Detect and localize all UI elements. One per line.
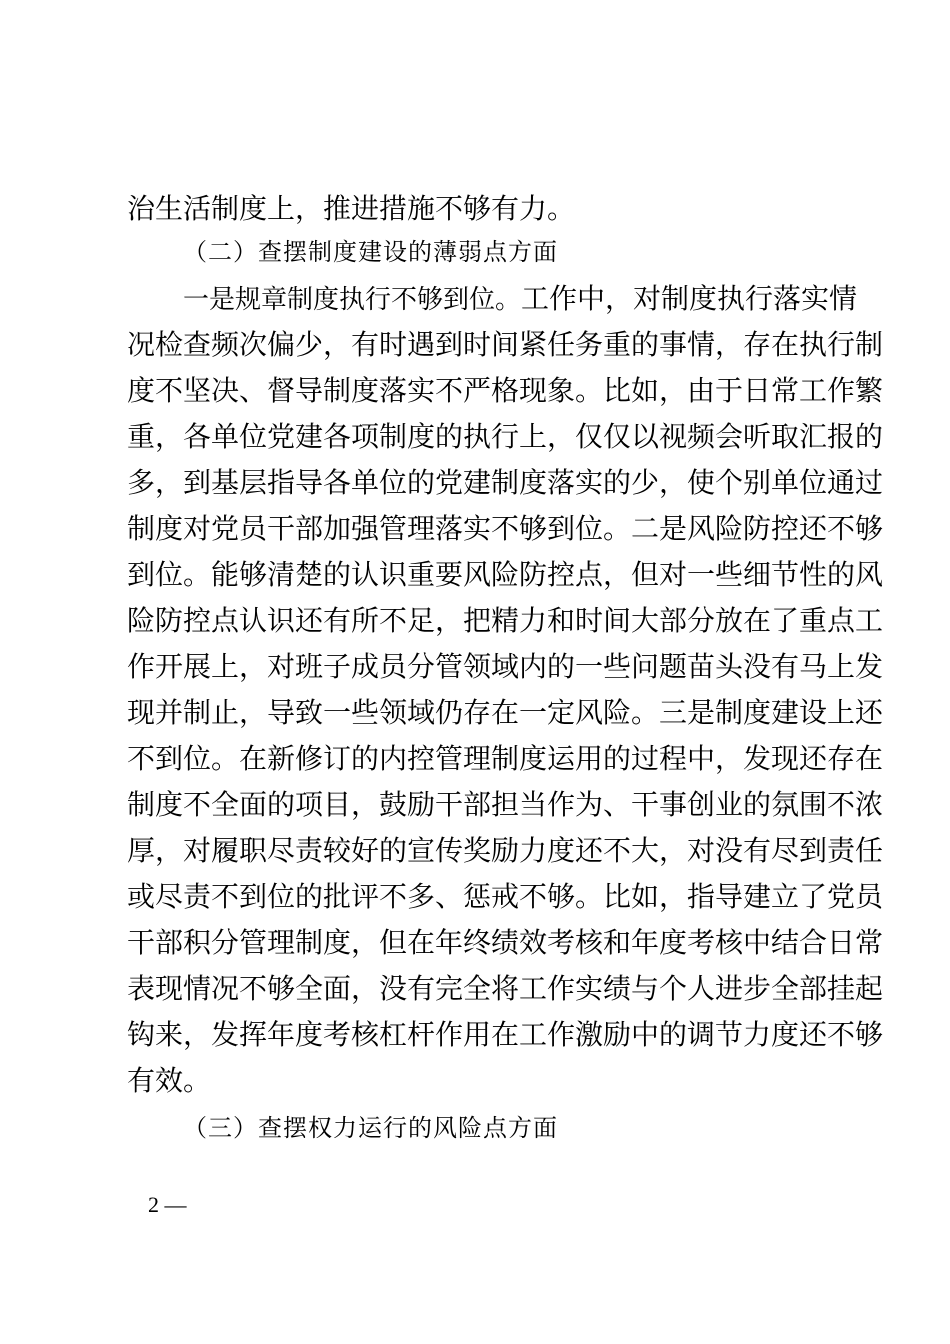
paragraph-line: 制度对党员干部加强管理落实不够到位。二是风险防控还不够 xyxy=(127,512,884,545)
paragraph-line: 况检查频次偏少，有时遇到时间紧任务重的事情，存在执行制 xyxy=(127,328,884,361)
paragraph-line: 现并制止，导致一些领域仍存在一定风险。三是制度建设上还 xyxy=(127,696,884,729)
page-number: 2 — xyxy=(148,1192,187,1217)
paragraph-line: 制度不全面的项目，鼓励干部担当作为、干事创业的氛围不浓 xyxy=(127,788,884,821)
paragraph-line: 险防控点认识还有所不足，把精力和时间大部分放在了重点工 xyxy=(127,604,884,637)
paragraph-line: 表现情况不够全面，没有完全将工作实绩与个人进步全部挂起 xyxy=(127,972,884,1005)
paragraph-last-line: 有效。 xyxy=(127,1064,212,1097)
paragraph-line: 作开展上，对班子成员分管领域内的一些问题苗头没有马上发 xyxy=(127,650,884,683)
section-two-line-0: 工作中，对制度执行落实情 xyxy=(521,282,858,315)
paragraph-line: 干部积分管理制度，但在年终绩效考核和年度考核中结合日常 xyxy=(127,926,884,959)
paragraph-line: 重，各单位党建各项制度的执行上，仅仅以视频会听取汇报的 xyxy=(127,420,884,453)
section-three-heading: （三）查摆权力运行的风险点方面 xyxy=(183,1114,558,1142)
paragraph-line: 到位。能够清楚的认识重要风险防控点，但对一些细节性的风 xyxy=(127,558,884,591)
section-two-first-line xyxy=(183,276,858,322)
paragraph-line: 钩来，发挥年度考核杠杆作用在工作激励中的调节力度还不够 xyxy=(127,1018,884,1051)
continuation-line: 治生活制度上，推进措施不够有力。 xyxy=(127,192,576,225)
paragraph-line: 或尽责不到位的批评不多、惩戒不够。比如，指导建立了党员 xyxy=(127,880,884,913)
section-two-lead: 一是规章制度执行不够到位。 xyxy=(183,285,522,315)
paragraph-line: 不到位。在新修订的内控管理制度运用的过程中，发现还存在 xyxy=(127,742,884,775)
paragraph-line: 多，到基层指导各单位的党建制度落实的少，使个别单位通过 xyxy=(127,466,884,499)
paragraph-line: 厚，对履职尽责较好的宣传奖励力度还不大，对没有尽到责任 xyxy=(127,834,884,867)
paragraph-line: 度不坚决、督导制度落实不严格现象。比如，由于日常工作繁 xyxy=(127,374,884,407)
section-two-heading: （二）查摆制度建设的薄弱点方面 xyxy=(183,238,558,266)
